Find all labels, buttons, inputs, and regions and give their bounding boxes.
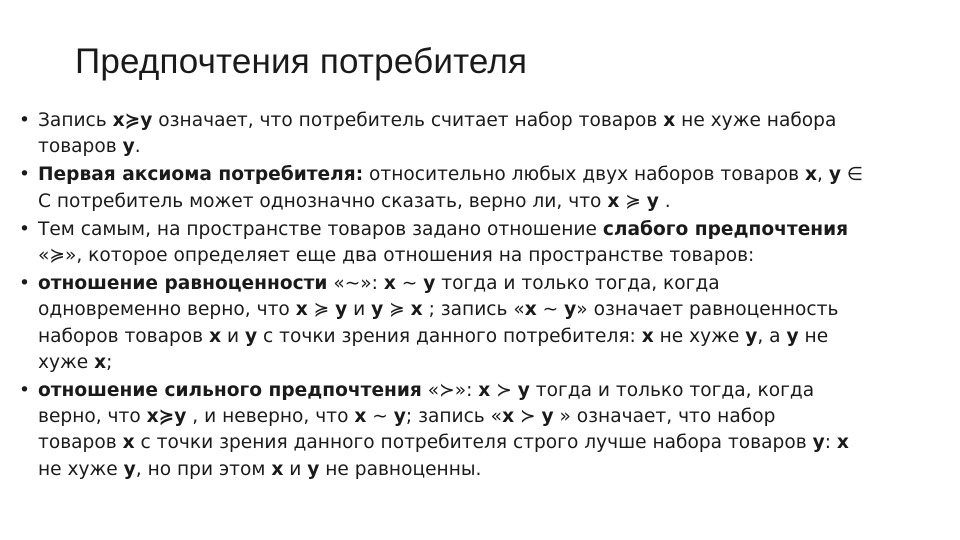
bold-text: y xyxy=(828,164,841,186)
text-run: относительно любых двух наборов товаров xyxy=(363,164,806,186)
bold-text: x xyxy=(410,299,423,321)
text-run: и xyxy=(221,325,245,347)
bold-text: x xyxy=(641,325,654,347)
text-run: , но при этом xyxy=(135,458,272,480)
bold-text: x xyxy=(478,380,491,402)
bullet-line xyxy=(38,404,938,430)
bold-text: y xyxy=(335,299,348,321)
bullet-line xyxy=(38,271,938,297)
bold-text: x xyxy=(607,190,620,212)
bold-text: y xyxy=(244,325,258,347)
bullet-line xyxy=(38,189,938,215)
text-run: ≽ xyxy=(619,190,647,212)
bullet-list xyxy=(19,108,938,485)
bullet-line xyxy=(38,134,938,160)
bullet-item xyxy=(19,162,938,214)
bullet-line xyxy=(38,217,938,243)
bullet-item xyxy=(19,378,938,483)
text-run: ∼ xyxy=(366,406,394,428)
text-run: не равноценны. xyxy=(319,458,482,480)
bold-text: x xyxy=(354,406,367,428)
bold-text: y xyxy=(564,299,577,321)
bold-text: y xyxy=(371,299,384,321)
text-run: и xyxy=(347,299,372,321)
bold-text: x≽y xyxy=(146,406,187,428)
bold-text: x xyxy=(295,299,308,321)
text-run: «∼»: xyxy=(327,273,384,295)
bold-text: x xyxy=(383,273,396,295)
text-run: верно, что xyxy=(38,406,147,428)
bullet-dot-icon: • xyxy=(19,164,30,186)
bold-text: x xyxy=(271,458,284,480)
bullet-line xyxy=(38,243,938,269)
bold-text: y xyxy=(812,432,825,454)
text-run: не хуже набора xyxy=(675,110,837,131)
bold-text: отношение сильного предпочтения xyxy=(38,380,422,402)
bold-text: слабого предпочтения xyxy=(602,218,849,240)
bold-text: y xyxy=(517,380,530,402)
bullet-line xyxy=(38,297,938,323)
text-run: с точки зрения данного потребителя: xyxy=(257,325,642,347)
bullet-item xyxy=(19,217,938,269)
bold-text: y xyxy=(123,458,136,480)
text-run: Тем самым, на пространстве товаров задано отношение xyxy=(38,218,603,240)
text-run: . xyxy=(658,190,671,212)
text-run: товаров xyxy=(38,136,123,158)
bullet-item xyxy=(19,108,938,160)
text-run: . xyxy=(134,136,141,158)
slide-title: Предпочтения потребителя xyxy=(75,42,528,81)
text-run: ; xyxy=(106,351,113,373)
text-run: товаров xyxy=(38,432,123,454)
text-run: Запись xyxy=(38,110,113,131)
text-run: ≽ xyxy=(307,299,336,321)
text-run: наборов товаров xyxy=(38,325,210,347)
text-run: , xyxy=(817,164,829,186)
bullet-line xyxy=(38,378,938,404)
text-run: , и неверно, что xyxy=(186,406,355,428)
bullet-line xyxy=(38,324,938,350)
bold-text: y xyxy=(122,136,135,158)
text-run: «≻»: xyxy=(421,380,479,402)
text-run: означает, что потребитель считает набор товаров xyxy=(152,110,664,131)
text-run: ∈ xyxy=(841,164,864,186)
bold-text: y xyxy=(541,406,554,428)
text-run: тогда и только тогда, когда xyxy=(435,273,720,295)
text-run: » означает, что набор xyxy=(553,406,776,428)
bullet-dot-icon: • xyxy=(19,380,30,402)
bold-text: x xyxy=(122,432,135,454)
bullet-dot-icon: • xyxy=(19,273,30,295)
bold-text: y xyxy=(393,406,406,428)
text-run: » означает равноценность xyxy=(576,299,839,321)
bold-text: y xyxy=(786,325,799,347)
text-run: не хуже xyxy=(38,458,124,480)
bold-text: x xyxy=(209,325,222,347)
text-run: С потребитель может однозначно сказать, верно ли, что xyxy=(38,190,608,212)
bullet-line xyxy=(38,430,938,456)
text-run: с точки зрения данного потребителя строго лучше набора товаров xyxy=(134,432,813,454)
text-run: ≻ xyxy=(514,406,542,428)
bold-text: y xyxy=(423,273,436,295)
bold-text: x xyxy=(524,299,537,321)
text-run: ≻ xyxy=(490,380,518,402)
text-run: ≽ xyxy=(383,299,411,321)
bullet-line xyxy=(38,457,938,483)
bullet-line xyxy=(38,350,938,376)
bold-text: y xyxy=(745,325,758,347)
bold-text: x xyxy=(663,110,676,131)
bullet-item xyxy=(19,271,938,376)
bullet-dot-icon: • xyxy=(19,110,30,131)
text-run: ∼ xyxy=(536,299,565,321)
text-run: хуже xyxy=(38,351,95,373)
bullet-line xyxy=(38,162,938,188)
bold-text: y xyxy=(307,458,320,480)
bullet-line xyxy=(38,108,938,134)
bold-text: x≽y xyxy=(112,110,153,131)
bold-text: x xyxy=(836,432,849,454)
bold-text: Первая аксиома потребителя: xyxy=(38,164,364,186)
text-run: ; запись « xyxy=(422,299,525,321)
text-run: не хуже xyxy=(653,325,746,347)
text-run: ; запись « xyxy=(405,406,503,428)
bold-text: x xyxy=(502,406,515,428)
bold-text: x xyxy=(94,351,107,373)
text-run: «≽», которое определяет еще два отношения на пространстве товаров: xyxy=(38,245,755,267)
text-run: : xyxy=(824,432,837,454)
text-run: и xyxy=(283,458,308,480)
text-run: одновременно верно, что xyxy=(38,299,296,321)
text-run: не xyxy=(798,325,829,347)
bold-text: y xyxy=(646,190,659,212)
text-run: ∼ xyxy=(395,273,424,295)
bold-text: отношение равноценности xyxy=(38,273,328,295)
bullet-dot-icon: • xyxy=(19,218,30,240)
text-run: тогда и только тогда, когда xyxy=(529,380,815,402)
bold-text: x xyxy=(805,164,818,186)
text-run: , а xyxy=(757,325,787,347)
